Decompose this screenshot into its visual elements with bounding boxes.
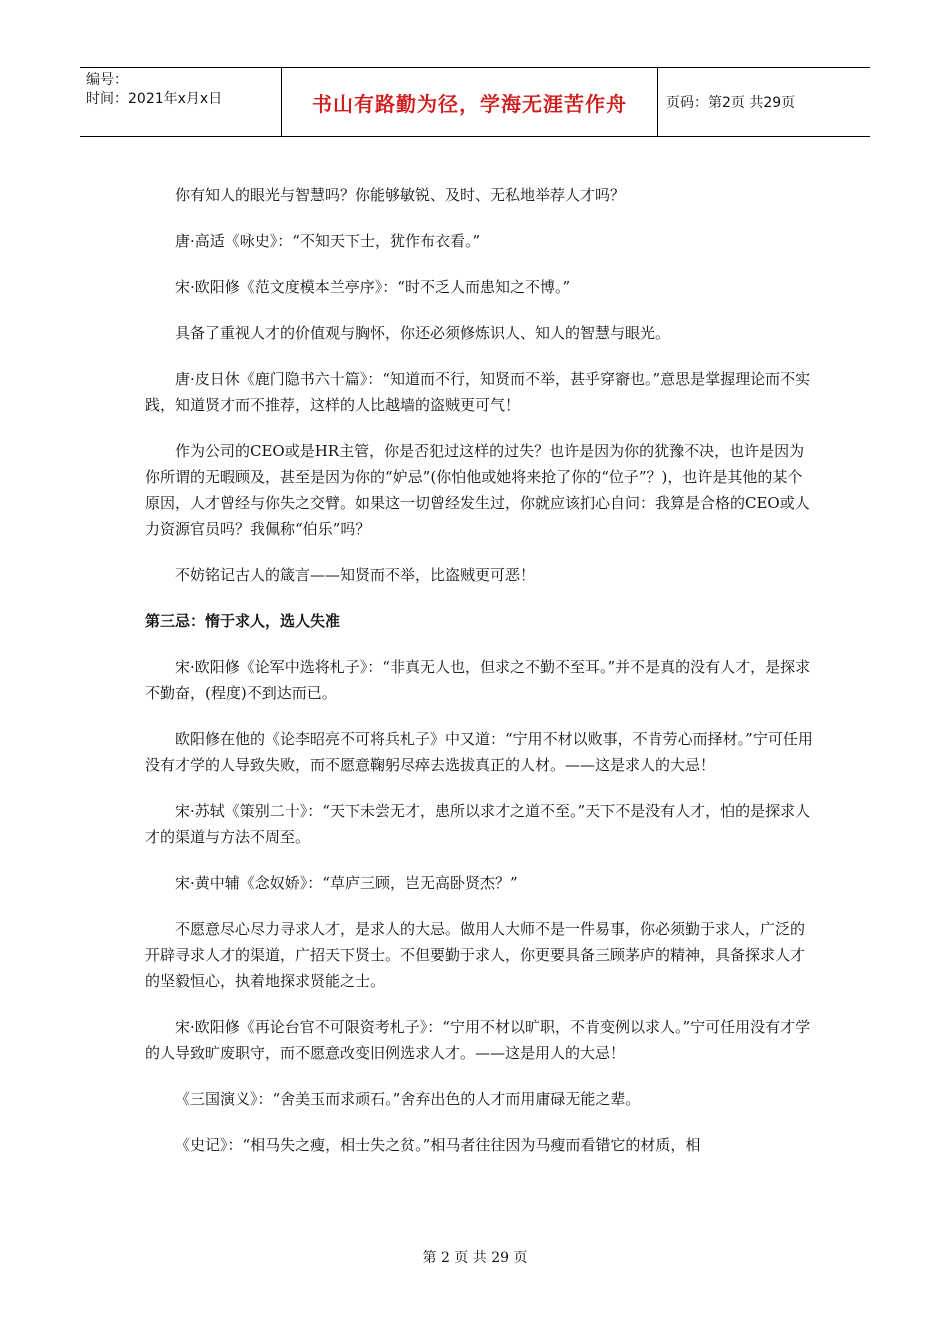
page-footer: 第 2 页 共 29 页 — [422, 1250, 528, 1266]
paragraph: 唐·皮日休《鹿门隐书六十篇》：“知道而不行，知贤而不举，甚乎穿窬也。”意思是掌握理论而不实践，知道贤才而不推荐，这样的人比越墙的盗贼更可气！ — [145, 370, 811, 414]
paragraph: 《三国演义》：“舍美玉而求顽石。”舍弃出色的人才而用庸碌无能之辈。 — [175, 1090, 641, 1108]
date-label: 时间：2021年x月x日 — [86, 91, 223, 107]
paragraph: 宋·欧阳修《范文度模本兰亭序》：“时不乏人而患知之不博。” — [175, 278, 571, 296]
header-page-cell — [658, 68, 870, 136]
paragraph: 欧阳修在他的《论李昭亮不可将兵札子》中又道：“宁用不材以败事，不肯劳心而择材。”宁可任用没有才学的人导致失败，而不愿意鞠躬尽瘁去选拔真正的人材。——这是求人的大忌！ — [145, 730, 813, 774]
paragraph: 具备了重视人才的价值观与胸怀，你还必须修炼识人、知人的智慧与眼光。 — [175, 324, 671, 342]
paragraph: 唐·高适《咏史》：“不知天下士，犹作布衣看。” — [175, 232, 481, 250]
motto: 书山有路勤为径，学海无涯苦作舟 — [312, 91, 627, 116]
paragraph: 《史记》：“相马失之瘦，相士失之贫。”相马者往往因为马瘦而看错它的材质，相 — [175, 1136, 701, 1154]
paragraph: 宋·苏轼《策别二十》：“天下未尝无才，患所以求才之道不至。”天下不是没有人才，怕的是探求人才的渠道与方法不周至。 — [145, 802, 811, 846]
document-body — [145, 182, 813, 1178]
paragraph: 作为公司的CEO或是HR主管，你是否犯过这样的过失？也许是因为你的犹豫不决，也许是因为你所谓的无暇顾及，甚至是因为你的“妒忌”(你怕他或她将来抢了你的“位子”？)，也许是其他的某个原因，人才曾经与你失之交臂。如果这一切曾经发生过，你就应该扪心自问：我算是合格的CEO或人力资源官员吗？我佩称“伯乐”吗？ — [145, 442, 810, 538]
paragraph: 宋·欧阳修《再论台官不可限资考札子》：“宁用不材以旷职，不肯变例以求人。”宁可任用没有才学的人导致旷废职守，而不愿意改变旧例选求人才。——这是用人的大忌！ — [145, 1018, 811, 1062]
section-heading: 第三忌：惰于求人，选人失准 — [145, 612, 341, 630]
page-header — [80, 67, 870, 137]
paragraph: 你有知人的眼光与智慧吗？你能够敏锐、及时、无私地举荐人才吗？ — [175, 186, 626, 204]
header-meta — [80, 68, 282, 136]
page-info: 页码：第2页 共29页 — [666, 95, 796, 111]
paragraph: 不妨铭记古人的箴言——知贤而不举，比盗贼更可恶！ — [175, 566, 536, 584]
paragraph: 宋·欧阳修《论军中选将札子》：“非真无人也，但求之不勤不至耳。”并不是真的没有人才，是探求不勤奋，(程度)不到达而已。 — [145, 658, 811, 702]
paragraph: 不愿意尽心尽力寻求人才，是求人的大忌。做用人大师不是一件易事，你必须勤于求人，广泛的开辟寻求人才的渠道，广招天下贤士。不但要勤于求人，你更要具备三顾茅庐的精神，具备探求人才的坚毅恒心，执着地探求贤能之士。 — [145, 920, 806, 990]
paragraph: 宋·黄中辅《念奴娇》：“草庐三顾，岂无高卧贤杰？” — [175, 874, 518, 892]
header-motto-cell — [282, 68, 658, 136]
serial-label: 编号： — [86, 72, 128, 88]
